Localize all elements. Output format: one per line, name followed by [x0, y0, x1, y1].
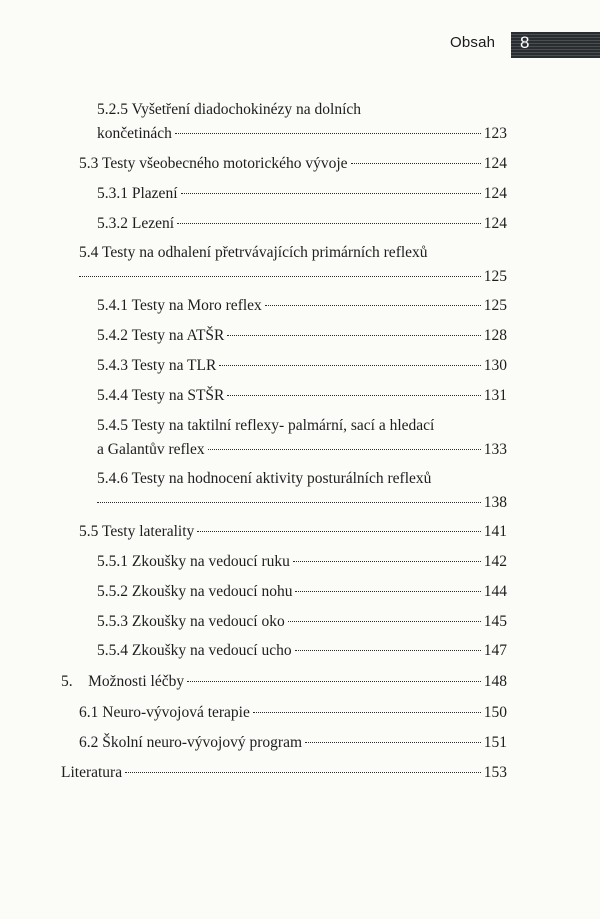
toc-entry-title: 5.4.1 Testy na Moro reflex [97, 297, 262, 314]
dot-leader [227, 395, 480, 396]
dot-leader [265, 305, 481, 306]
toc-entry-title: 5.5.1 Zkoušky na vedoucí ruku [97, 553, 290, 570]
toc-entry-title: 5.4.4 Testy na STŠR [97, 387, 225, 404]
toc-entry[interactable] [61, 761, 507, 785]
toc-entry-page: 148 [483, 673, 507, 690]
toc-entry-title-line: 5.4.5 Testy na taktilní reflexy- palmární, sací a hledací [97, 417, 435, 434]
toc-entry-page: 153 [483, 764, 507, 781]
toc-entry-title: 5.5.3 Zkoušky na vedoucí oko [97, 613, 285, 630]
toc-entry-title: 6.2 Školní neuro-vývojový program [79, 734, 303, 751]
toc-entry-page: 124 [483, 155, 507, 172]
toc-entry-title: 5.3 Testy všeobecného motorického vývoje [79, 155, 348, 172]
toc-entry-title-line: 5.4.6 Testy na hodnocení aktivity posturálních reflexů [97, 470, 432, 487]
dot-leader [181, 193, 481, 194]
dot-leader [253, 712, 481, 713]
toc-entry-page: 130 [483, 357, 507, 374]
toc-entry-page: 141 [483, 523, 507, 540]
toc-entry[interactable] [79, 701, 507, 725]
toc-entry-page: 131 [483, 387, 507, 404]
dot-leader [219, 365, 480, 366]
toc-entry[interactable] [97, 294, 507, 318]
dot-leader [97, 502, 481, 503]
header-title: Obsah [450, 34, 496, 51]
toc-entry-page: 142 [483, 553, 507, 570]
header-page-number: 8 [520, 33, 530, 52]
page-header [0, 32, 600, 58]
toc-entry-page: 151 [483, 734, 507, 751]
toc-entry-page: 125 [483, 268, 507, 285]
toc-entry[interactable] [79, 731, 507, 755]
toc-entry[interactable] [79, 241, 507, 289]
toc-entry-page: 138 [483, 494, 507, 511]
toc-entry[interactable] [97, 212, 507, 236]
dot-leader [79, 276, 481, 277]
toc-entry-title: 5. Možnosti léčby [61, 673, 185, 690]
toc-entry[interactable] [97, 610, 507, 634]
toc-entry-title: 5.3.2 Lezení [97, 215, 175, 232]
toc-entry-title: Literatura [61, 764, 123, 781]
toc-entry-page: 144 [483, 583, 507, 600]
dot-leader [175, 133, 481, 134]
toc-entry-title: a Galantův reflex [97, 441, 205, 458]
dot-leader [295, 591, 480, 592]
toc-entry-title: 5.3.1 Plazení [97, 185, 178, 202]
toc-entry-page: 147 [483, 642, 507, 659]
toc-entry[interactable] [97, 98, 507, 146]
dot-leader [351, 163, 481, 164]
toc-entry-title: končetinách [97, 125, 172, 142]
toc-entry-title: 5.5 Testy laterality [79, 523, 195, 540]
dot-leader [177, 223, 481, 224]
toc-entry[interactable] [97, 384, 507, 408]
toc-entry-page: 123 [483, 125, 507, 142]
toc-entry[interactable] [79, 520, 507, 544]
toc-entry-page: 128 [483, 327, 507, 344]
dot-leader [295, 650, 481, 651]
toc-entry[interactable] [97, 467, 507, 515]
dot-leader [125, 772, 481, 773]
toc-entry-title: 5.5.4 Zkoušky na vedoucí ucho [97, 642, 292, 659]
toc-entry-page: 124 [483, 185, 507, 202]
toc-entry[interactable] [97, 414, 507, 462]
toc-entry-title: 5.4.2 Testy na ATŠR [97, 327, 225, 344]
toc-entry[interactable] [97, 354, 507, 378]
toc-entry[interactable] [97, 639, 507, 663]
dot-leader [227, 335, 480, 336]
toc-entry-page: 145 [483, 613, 507, 630]
dot-leader [187, 681, 481, 682]
toc-entry-title-line: 5.4 Testy na odhalení přetrvávajících primárních reflexů [79, 244, 428, 261]
dot-leader [288, 621, 481, 622]
toc-entry[interactable] [61, 670, 507, 694]
toc-entry[interactable] [97, 580, 507, 604]
toc-entry-title: 5.5.2 Zkoušky na vedoucí nohu [97, 583, 293, 600]
dot-leader [293, 561, 481, 562]
dot-leader [305, 742, 481, 743]
toc-entry[interactable] [79, 152, 507, 176]
toc-entry[interactable] [97, 182, 507, 206]
dot-leader [197, 531, 480, 532]
toc-entry-title: 5.4.3 Testy na TLR [97, 357, 217, 374]
toc-entry-page: 133 [483, 441, 507, 458]
toc-entry[interactable] [97, 550, 507, 574]
toc-entry-page: 150 [483, 704, 507, 721]
header-page-tab [511, 32, 600, 58]
toc-entry-title: 6.1 Neuro-vývojová terapie [79, 704, 250, 721]
toc-entry-title-line: 5.2.5 Vyšetření diadochokinézy na dolních [97, 101, 362, 118]
toc-entry-page: 124 [483, 215, 507, 232]
toc-entry-page: 125 [483, 297, 507, 314]
dot-leader [208, 449, 481, 450]
toc-entry[interactable] [97, 324, 507, 348]
